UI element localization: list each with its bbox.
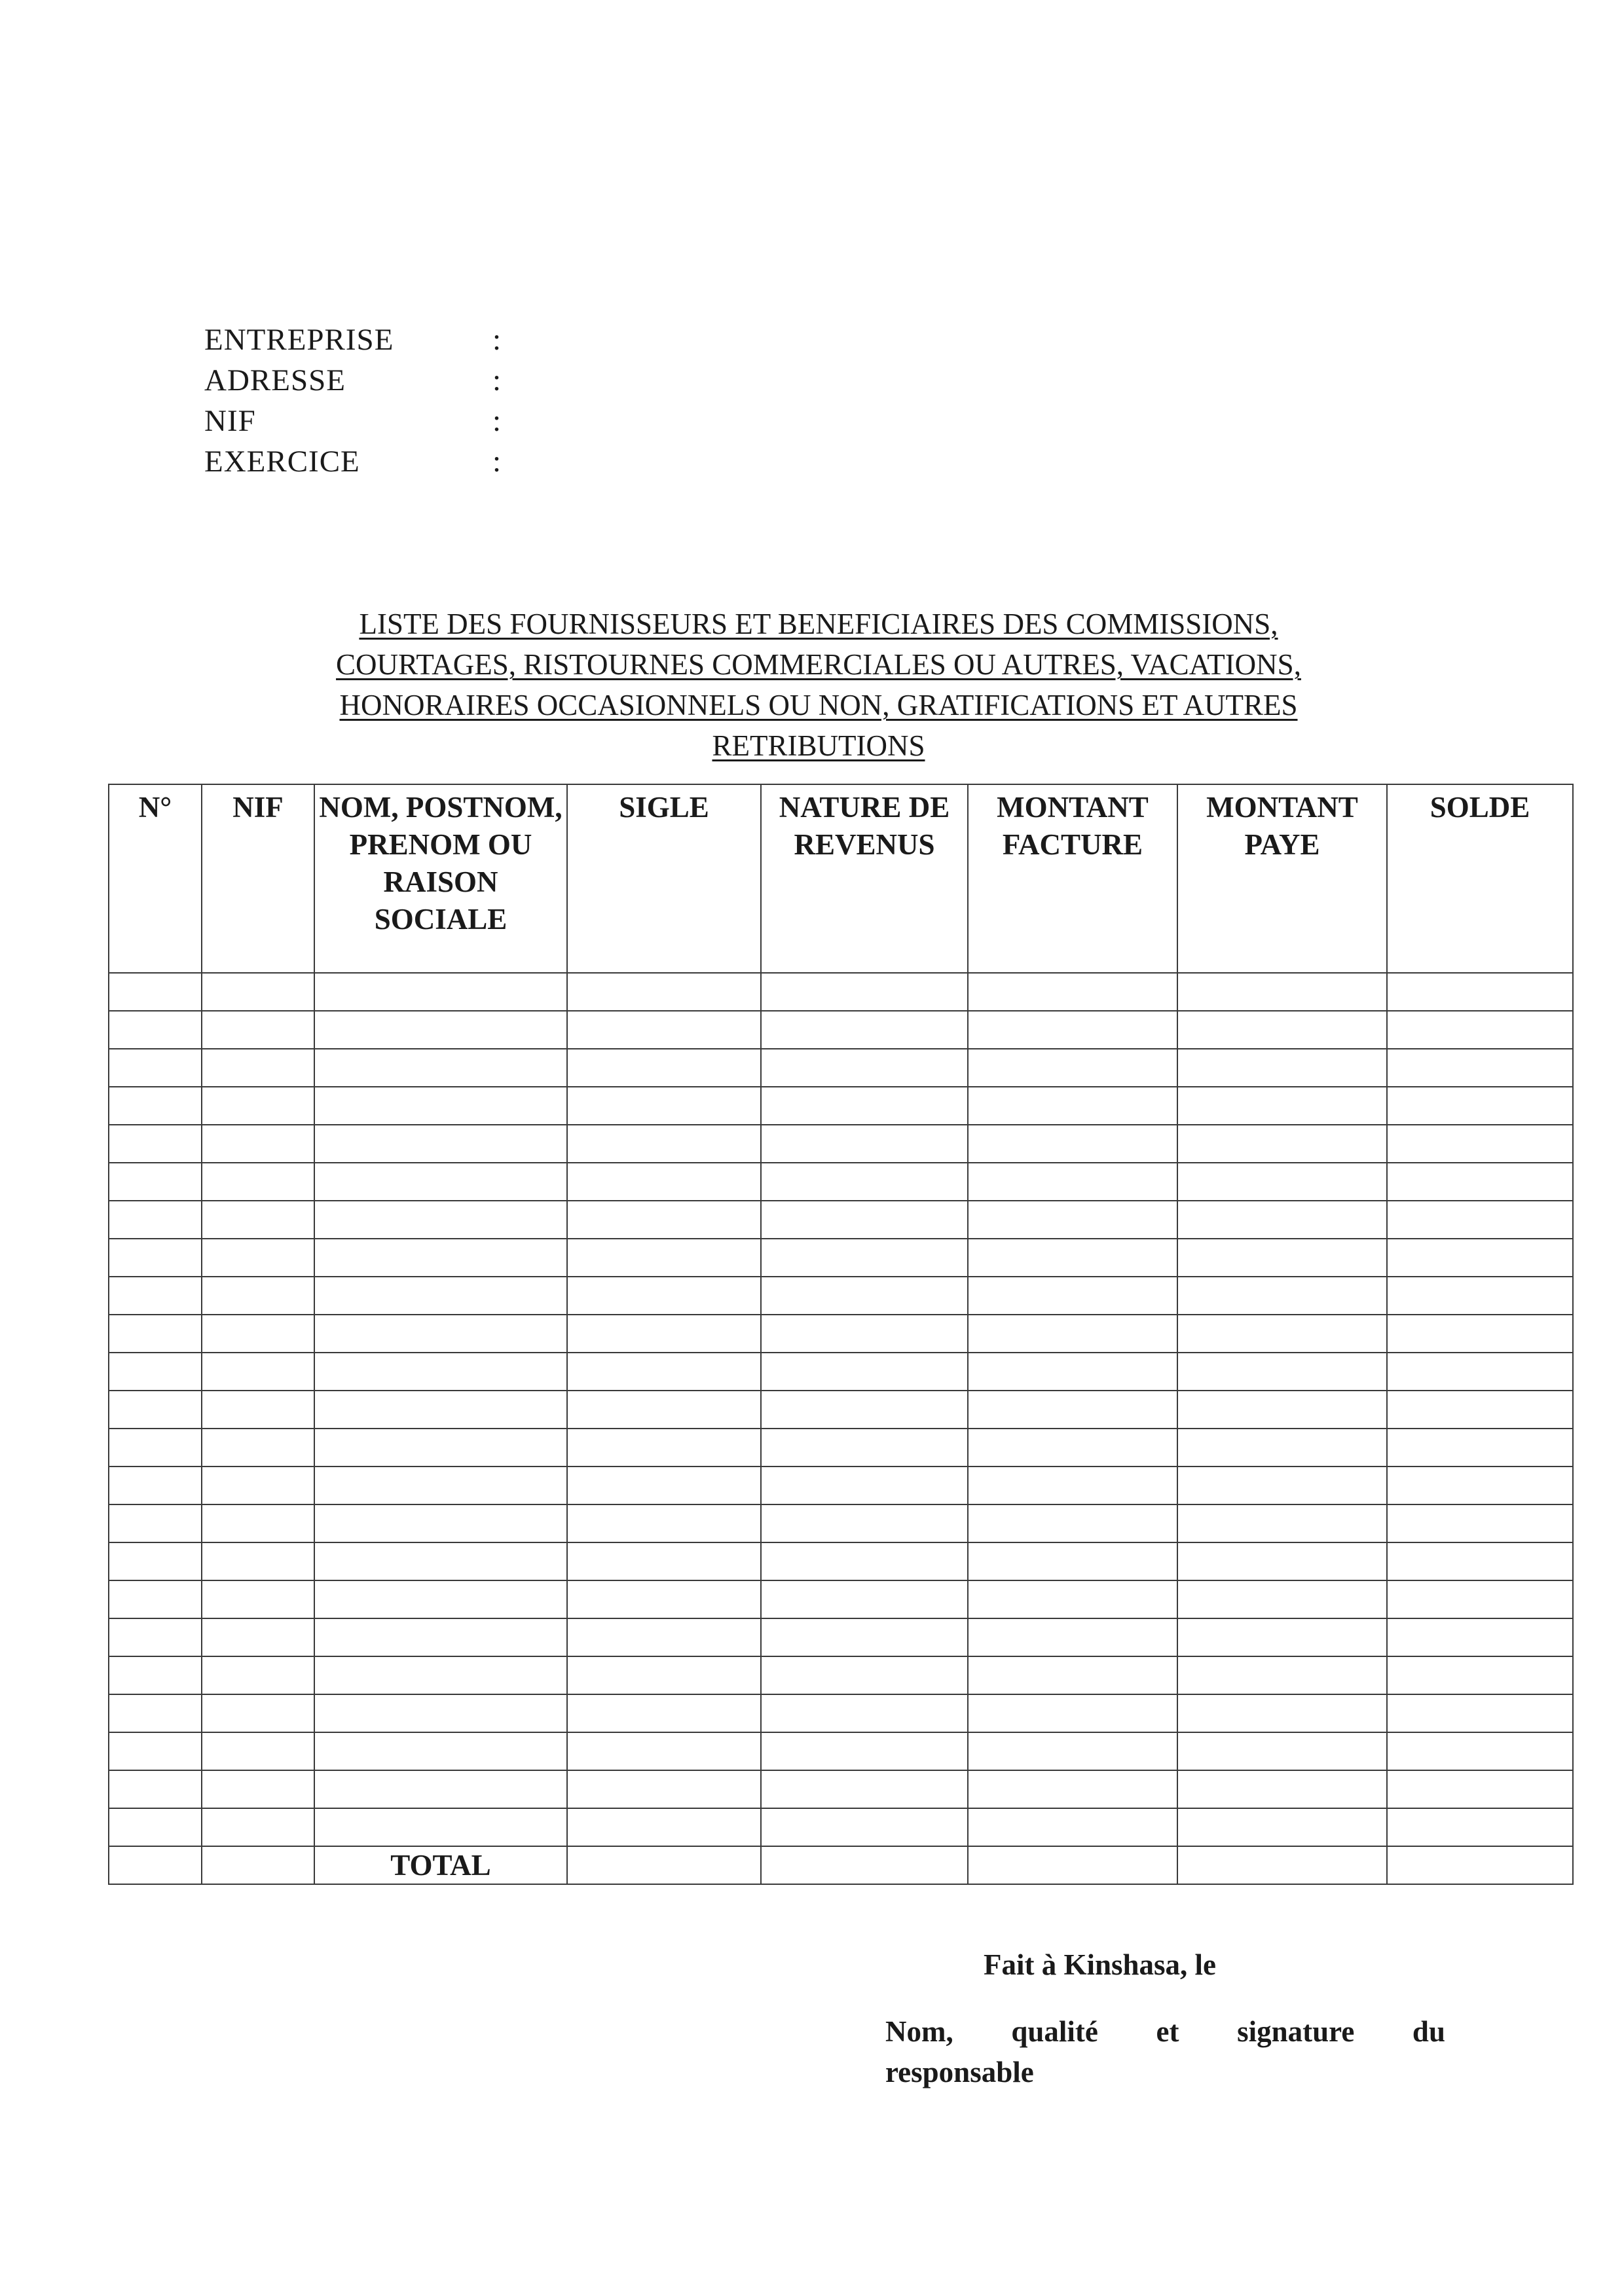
table-cell[interactable] [1387, 1049, 1573, 1087]
table-cell[interactable] [1387, 1125, 1573, 1163]
table-row [109, 1087, 1573, 1125]
table-cell[interactable] [567, 1732, 761, 1770]
table-cell[interactable] [202, 1011, 314, 1049]
table-cell[interactable] [1177, 1163, 1387, 1201]
table-cell[interactable] [1177, 1011, 1387, 1049]
table-cell[interactable] [968, 1694, 1177, 1732]
column-header-nif: NIF [202, 784, 314, 973]
table-cell[interactable] [202, 1049, 314, 1087]
table-cell[interactable] [567, 1049, 761, 1087]
table-body [109, 973, 1573, 1884]
table-row [109, 1049, 1573, 1087]
table-cell[interactable] [109, 1467, 202, 1504]
signature-block [885, 2011, 1445, 2092]
table-cell[interactable] [314, 1201, 567, 1239]
table-cell[interactable] [567, 1846, 761, 1884]
table-cell[interactable] [109, 1542, 202, 1580]
signature-word: signature [1237, 2015, 1355, 2048]
table-cell[interactable] [567, 1656, 761, 1694]
table-cell[interactable] [968, 1315, 1177, 1353]
table-cell[interactable] [314, 1580, 567, 1618]
table-cell[interactable] [761, 1504, 968, 1542]
table-cell[interactable] [761, 1467, 968, 1504]
table-cell[interactable] [1387, 1808, 1573, 1846]
table-cell[interactable] [314, 1239, 567, 1277]
column-header-balance: SOLDE [1387, 784, 1573, 973]
table-cell[interactable] [1387, 1732, 1573, 1770]
table-cell[interactable] [968, 1846, 1177, 1884]
table-cell[interactable] [761, 1163, 968, 1201]
table-row [109, 1239, 1573, 1277]
table-cell[interactable] [1177, 1504, 1387, 1542]
table-cell[interactable] [202, 1353, 314, 1391]
place-date-line: Fait à Kinshasa, le [984, 1948, 1217, 1981]
table-cell[interactable] [1177, 1391, 1387, 1429]
signature-words [885, 2011, 1445, 2052]
table-cell[interactable] [1177, 1694, 1387, 1732]
table-cell[interactable] [567, 1087, 761, 1125]
table-cell[interactable] [314, 1391, 567, 1429]
table-cell[interactable] [314, 973, 567, 1011]
table-cell[interactable] [109, 1504, 202, 1542]
table-cell[interactable] [567, 1353, 761, 1391]
table-cell[interactable] [968, 973, 1177, 1011]
table-cell[interactable] [761, 1049, 968, 1087]
table-cell[interactable] [761, 1656, 968, 1694]
table-cell[interactable] [1177, 1315, 1387, 1353]
table-cell[interactable] [1177, 1467, 1387, 1504]
table-cell[interactable] [761, 1846, 968, 1884]
table-cell[interactable] [109, 1353, 202, 1391]
table-cell[interactable] [1177, 1542, 1387, 1580]
table-cell[interactable] [314, 1808, 567, 1846]
table-row [109, 1277, 1573, 1315]
table-cell[interactable] [202, 1391, 314, 1429]
table-cell[interactable] [968, 1049, 1177, 1087]
table-cell[interactable] [761, 1315, 968, 1353]
table-cell[interactable] [1387, 1656, 1573, 1694]
table-cell[interactable] [968, 1429, 1177, 1467]
table-cell[interactable] [567, 1770, 761, 1808]
table-cell[interactable] [314, 1618, 567, 1656]
table-cell[interactable] [1387, 1770, 1573, 1808]
title-line: RETRIBUTIONS [712, 729, 925, 762]
table-row [109, 973, 1573, 1011]
total-row [109, 1846, 1573, 1884]
table-cell[interactable] [567, 1808, 761, 1846]
table-cell[interactable] [109, 1391, 202, 1429]
table-cell[interactable] [109, 1125, 202, 1163]
table-cell[interactable] [1387, 1542, 1573, 1580]
column-header-amount-paid: MONTANT PAYE [1177, 784, 1387, 973]
table-cell[interactable] [1387, 1694, 1573, 1732]
table-cell[interactable] [1177, 1429, 1387, 1467]
table-cell[interactable] [1387, 1277, 1573, 1315]
table-cell[interactable] [968, 1277, 1177, 1315]
field-separator: : [492, 363, 502, 397]
table-cell[interactable] [202, 973, 314, 1011]
table-cell[interactable] [968, 1011, 1177, 1049]
table-cell[interactable] [314, 1656, 567, 1694]
table-row [109, 1504, 1573, 1542]
table-cell[interactable] [1387, 1315, 1573, 1353]
table-cell[interactable] [202, 1315, 314, 1353]
table-cell[interactable] [761, 1429, 968, 1467]
table-cell[interactable] [1177, 1087, 1387, 1125]
table-cell[interactable] [1387, 1201, 1573, 1239]
table-row [109, 1694, 1573, 1732]
beneficiaries-table [108, 784, 1572, 1885]
table-row [109, 1201, 1573, 1239]
table-cell[interactable] [968, 1542, 1177, 1580]
table-row [109, 1391, 1573, 1429]
signature-word: et [1156, 2015, 1179, 2048]
field-label: ADRESSE [204, 363, 346, 397]
table-cell[interactable] [202, 1732, 314, 1770]
table-cell[interactable] [761, 973, 968, 1011]
column-header-number: N° [109, 784, 202, 973]
table-cell[interactable] [202, 1694, 314, 1732]
table-cell[interactable] [1177, 1239, 1387, 1277]
table-cell[interactable] [761, 1618, 968, 1656]
table-cell[interactable] [202, 1277, 314, 1315]
table-cell[interactable] [761, 1353, 968, 1391]
table-cell[interactable] [109, 1694, 202, 1732]
table-cell[interactable] [567, 1125, 761, 1163]
table-cell[interactable] [1177, 1580, 1387, 1618]
table-row [109, 1429, 1573, 1467]
title-line: COURTAGES, RISTOURNES COMMERCIALES OU AUTRES, VACATIONS, [336, 648, 1301, 681]
signature-responsable: responsable [885, 2056, 1034, 2088]
table-cell[interactable] [567, 1694, 761, 1732]
signature-word: Nom, [885, 2015, 953, 2048]
field-separator: : [492, 404, 502, 438]
table-cell[interactable] [968, 1770, 1177, 1808]
table-cell[interactable] [109, 1580, 202, 1618]
header-fields [204, 319, 519, 482]
table-cell[interactable] [1177, 1049, 1387, 1087]
table-row [109, 1618, 1573, 1656]
table-cell[interactable] [968, 1580, 1177, 1618]
table-cell[interactable] [968, 1239, 1177, 1277]
table-cell[interactable] [314, 1011, 567, 1049]
table-cell[interactable] [109, 1656, 202, 1694]
column-header-name: NOM, POSTNOM, PRENOM OU RAISON SOCIALE [314, 784, 567, 973]
table-cell[interactable] [968, 1163, 1177, 1201]
field-label: ENTREPRISE [204, 323, 394, 357]
table-cell[interactable] [1177, 1656, 1387, 1694]
table-cell[interactable] [968, 1391, 1177, 1429]
table-cell[interactable] [567, 1277, 761, 1315]
table-cell[interactable] [567, 1429, 761, 1467]
table-cell[interactable] [109, 1087, 202, 1125]
table-cell[interactable] [202, 1656, 314, 1694]
table-cell[interactable] [202, 1201, 314, 1239]
table-cell[interactable] [109, 1846, 202, 1884]
table-cell[interactable] [968, 1618, 1177, 1656]
table-cell[interactable] [314, 1353, 567, 1391]
field-separator: : [492, 323, 502, 357]
signature-word: du [1412, 2015, 1445, 2048]
table-row [109, 1353, 1573, 1391]
table-row [109, 1011, 1573, 1049]
table-cell[interactable] [567, 973, 761, 1011]
table-cell[interactable] [567, 1391, 761, 1429]
table-cell[interactable] [1177, 1277, 1387, 1315]
table-cell[interactable] [968, 1504, 1177, 1542]
table-cell[interactable] [1177, 1201, 1387, 1239]
field-adresse [204, 360, 519, 401]
table-cell[interactable] [314, 1049, 567, 1087]
table-cell[interactable] [567, 1239, 761, 1277]
table-cell[interactable] [109, 1618, 202, 1656]
table-cell[interactable] [109, 973, 202, 1011]
table-cell[interactable] [202, 1087, 314, 1125]
table-cell[interactable] [1387, 1391, 1573, 1429]
table-row [109, 1770, 1573, 1808]
table-cell[interactable] [1177, 1732, 1387, 1770]
field-label: EXERCICE [204, 445, 360, 479]
field-separator: : [492, 445, 502, 479]
table-cell[interactable] [1177, 1770, 1387, 1808]
table-cell[interactable] [567, 1542, 761, 1580]
table-cell[interactable] [761, 1087, 968, 1125]
table-cell[interactable] [314, 1087, 567, 1125]
table-cell[interactable] [109, 1808, 202, 1846]
column-header-sigle: SIGLE [567, 784, 761, 973]
table-cell[interactable] [761, 1201, 968, 1239]
table-cell[interactable] [1387, 1239, 1573, 1277]
table-cell[interactable] [761, 1808, 968, 1846]
total-label: TOTAL [314, 1846, 567, 1884]
table-row [109, 1467, 1573, 1504]
table-cell[interactable] [314, 1315, 567, 1353]
table-cell[interactable] [1177, 1846, 1387, 1884]
column-header-nature: NATURE DE REVENUS [761, 784, 968, 973]
table-cell[interactable] [968, 1087, 1177, 1125]
table-cell[interactable] [1387, 1580, 1573, 1618]
table-cell[interactable] [1387, 1087, 1573, 1125]
field-nif [204, 401, 519, 441]
table-cell[interactable] [314, 1504, 567, 1542]
table-cell[interactable] [567, 1504, 761, 1542]
table-cell[interactable] [567, 1467, 761, 1504]
table-cell[interactable] [314, 1542, 567, 1580]
table-cell[interactable] [314, 1770, 567, 1808]
table-cell[interactable] [202, 1846, 314, 1884]
table-cell[interactable] [761, 1239, 968, 1277]
table-cell[interactable] [567, 1618, 761, 1656]
table-cell[interactable] [761, 1580, 968, 1618]
table-cell[interactable] [109, 1429, 202, 1467]
table-row [109, 1580, 1573, 1618]
table-cell[interactable] [968, 1467, 1177, 1504]
table-cell[interactable] [1387, 1011, 1573, 1049]
table-cell[interactable] [314, 1694, 567, 1732]
table-cell[interactable] [109, 1201, 202, 1239]
table-cell[interactable] [202, 1429, 314, 1467]
table-cell[interactable] [761, 1277, 968, 1315]
table-cell[interactable] [314, 1163, 567, 1201]
table-cell[interactable] [202, 1239, 314, 1277]
table-cell[interactable] [109, 1239, 202, 1277]
table-row [109, 1656, 1573, 1694]
table-cell[interactable] [1177, 1808, 1387, 1846]
column-header-amount-invoiced: MONTANT FACTURE [968, 784, 1177, 973]
table-cell[interactable] [109, 1315, 202, 1353]
table-cell[interactable] [968, 1656, 1177, 1694]
table-cell[interactable] [202, 1808, 314, 1846]
document-title [196, 604, 1441, 766]
table-cell[interactable] [1387, 1467, 1573, 1504]
table-cell[interactable] [1387, 1618, 1573, 1656]
table-cell[interactable] [761, 1011, 968, 1049]
field-entreprise [204, 319, 519, 360]
table-cell[interactable] [202, 1618, 314, 1656]
table-cell[interactable] [761, 1732, 968, 1770]
table-cell[interactable] [109, 1770, 202, 1808]
table-row [109, 1125, 1573, 1163]
table-cell[interactable] [1387, 1504, 1573, 1542]
table-cell[interactable] [1177, 1353, 1387, 1391]
table-cell[interactable] [202, 1163, 314, 1201]
table-cell[interactable] [314, 1277, 567, 1315]
table-cell[interactable] [314, 1429, 567, 1467]
table-cell[interactable] [968, 1125, 1177, 1163]
table-cell[interactable] [1387, 1163, 1573, 1201]
table-cell[interactable] [567, 1580, 761, 1618]
table-cell[interactable] [1387, 1846, 1573, 1884]
table-cell[interactable] [314, 1125, 567, 1163]
table-row [109, 1315, 1573, 1353]
table-cell[interactable] [1177, 973, 1387, 1011]
table-cell[interactable] [761, 1694, 968, 1732]
table-cell[interactable] [109, 1277, 202, 1315]
table-cell[interactable] [314, 1732, 567, 1770]
table-cell[interactable] [202, 1504, 314, 1542]
table-cell[interactable] [202, 1467, 314, 1504]
table-row [109, 1808, 1573, 1846]
field-exercice [204, 441, 519, 482]
signature-word: qualité [1011, 2015, 1098, 2048]
table-cell[interactable] [109, 1049, 202, 1087]
table-cell[interactable] [567, 1011, 761, 1049]
table-cell[interactable] [968, 1201, 1177, 1239]
table-cell[interactable] [202, 1542, 314, 1580]
field-label: NIF [204, 404, 256, 438]
table-cell[interactable] [761, 1542, 968, 1580]
table-cell[interactable] [968, 1808, 1177, 1846]
table-cell[interactable] [1387, 1429, 1573, 1467]
table-cell[interactable] [567, 1201, 761, 1239]
table-cell[interactable] [109, 1163, 202, 1201]
table-cell[interactable] [202, 1580, 314, 1618]
table-cell[interactable] [761, 1125, 968, 1163]
table-cell[interactable] [567, 1163, 761, 1201]
table-cell[interactable] [567, 1315, 761, 1353]
table-cell[interactable] [968, 1353, 1177, 1391]
table-cell[interactable] [1177, 1618, 1387, 1656]
table-cell[interactable] [968, 1732, 1177, 1770]
table-row [109, 1163, 1573, 1201]
table-row [109, 1732, 1573, 1770]
table-cell[interactable] [109, 1732, 202, 1770]
table-cell[interactable] [761, 1391, 968, 1429]
title-line: HONORAIRES OCCASIONNELS OU NON, GRATIFICATIONS ET AUTRES [339, 689, 1298, 721]
table-cell[interactable] [1387, 1353, 1573, 1391]
table-cell[interactable] [202, 1770, 314, 1808]
table-cell[interactable] [202, 1125, 314, 1163]
table-cell[interactable] [109, 1011, 202, 1049]
table-cell[interactable] [761, 1770, 968, 1808]
table-row [109, 1542, 1573, 1580]
table-cell[interactable] [314, 1467, 567, 1504]
title-line: LISTE DES FOURNISSEURS ET BENEFICIAIRES DES COMMISSIONS, [359, 608, 1278, 640]
table-cell[interactable] [1177, 1125, 1387, 1163]
table-cell[interactable] [1387, 973, 1573, 1011]
table-header-row [109, 784, 1573, 973]
